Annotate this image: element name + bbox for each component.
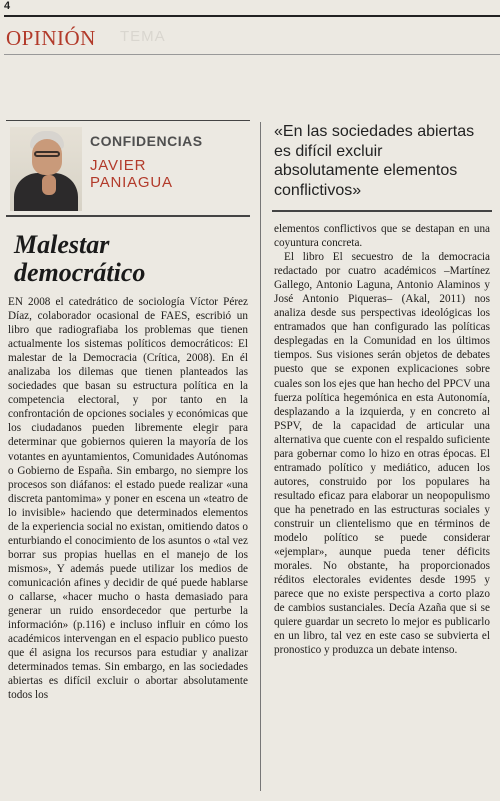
- article-body-left: [6, 295, 250, 702]
- pull-quote-rule: [272, 210, 492, 212]
- section-rule: [4, 54, 500, 55]
- headline-line-2: democrático: [14, 258, 146, 287]
- article-body-right: [272, 222, 492, 657]
- author-box: [6, 120, 250, 215]
- right-column: [272, 120, 492, 657]
- paragraph: El libro El secuestro de la democracia redactado por cuatro académicos –Martínez Gallego, Antonio Laguna, Antonio Alaminos y José Antonio Piqueras– (Akal, 2011) nos analiza desde sus perspectivas ideológicas los entramados que han configurado las políticas desplegadas en la Comunidad en los últimos tiempos. Sus visiones serán objetos de debates puesto que se exponen explicaciones sobre cuales son los ejes que han hecho del PPCV una fuerza política hegemónica en esta Autonomía, desplazando a la izquierda, y en concreto al PSPV, de la capacidad de articular una alternativa que cuente con el respaldo suficiente para gobernar como lo hizo en otras épocas. El entramado político y mediático, aducen los autores, construido por los populares ha resultado eficaz para elaborar un neopopulismo que ha penetrado en las estructuras sociales y construir un clientelismo que en términos de modelo político se puede considerar «ejemplar», aunque pueda tener déficits morales. No obstante, ha proporcionados réditos electorales evidentes desde 1995 y parece que no existe perspectiva a corto plazo de cambios sustanciales. Decía Azaña que si se quiere guardar un secreto lo mejor es publicarlo en un libro, tal vez en este caso se subvierta el pronostico y produzca un debate intenso.: [274, 251, 490, 657]
- author-box-rule: [6, 215, 250, 217]
- paragraph: elementos conflictivos que se destapan en una coyuntura concreta.: [274, 223, 490, 250]
- section-label: OPINIÓN: [6, 26, 96, 50]
- author-last-name: PANIAGUA: [90, 174, 173, 191]
- left-column: [6, 120, 250, 702]
- column-divider: [260, 122, 261, 791]
- top-rule: [4, 15, 500, 17]
- pull-quote: «En las sociedades abiertas es difícil excluir absolutamente elementos conflictivos»: [274, 123, 475, 199]
- author-name: [90, 157, 173, 191]
- paragraph: EN 2008 el catedrático de sociología Víctor Pérez Díaz, colaborador ocasional de FAES, escribió un libro que radiografiaba los problemas que tienen actualmente los sistemas políticos democráticos: El malestar de la Democracia (Crítica, 2008). En él analizaba los dilemas que tienen planteados las sociedades que basan su estructura política en la competencia electoral, y por tanto en la confrontación de opciones sociales y económicas que los ciudadanos pueden libremente elegir para determinar que gobiernos quieren la mayoría de los votantes en ayuntamientos, Comunidades Autónomas o Gobierno de España. Sin embargo, no siempre los procesos son diáfanos: el estado puede realizar «una discreta pantomima» y poner en escena un «teatro de lo invisible» haciendo que determinados elementos de la experiencia social no existan, omitiendo datos o enturbiando el conocimiento de los asuntos o «tal vez borrar sus propias huellas en el manejo de los mismos», Y además puede utilizar los medios de comunicación afines y decidir de qué puede hablarse o callarse, «hacer mucho o hasta demasiado para generar un ruido ensordecedor que perturbe la información» (p.116) e incluso influir en cómo los académicos intervengan en el espacio publico puesto que él asigna los recursos para estudiar y analizar determinados temas. Sin embargo, en las sociedades abiertas es difícil excluir o abortar absolutamente todos los: [8, 296, 248, 702]
- column-kicker: CONFIDENCIAS: [90, 133, 203, 149]
- author-first-name: JAVIER: [90, 157, 147, 174]
- headline-line-1: Malestar: [14, 230, 110, 259]
- headline: [14, 231, 250, 287]
- author-photo: [10, 127, 82, 211]
- ghost-header: TEMA: [120, 28, 166, 45]
- page-number: 4: [4, 0, 11, 12]
